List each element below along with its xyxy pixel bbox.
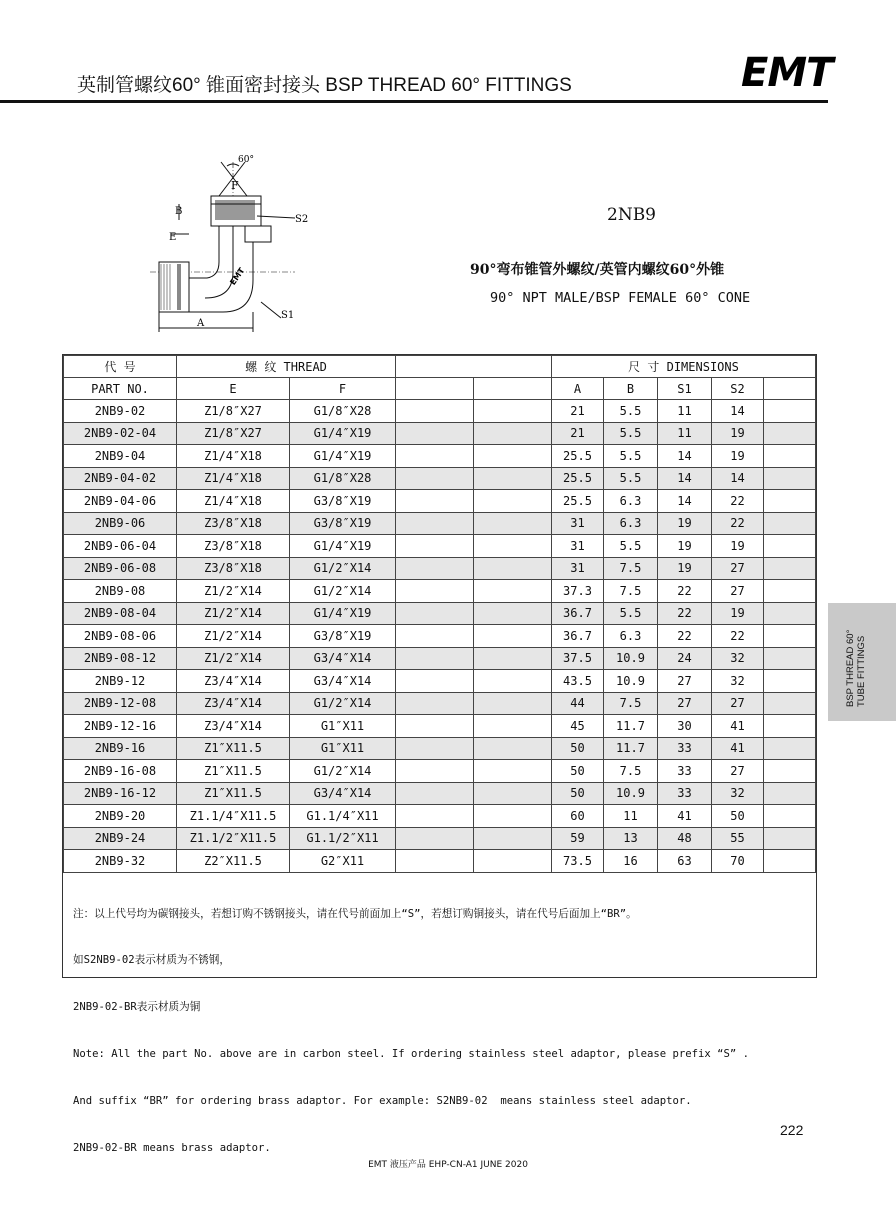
thread-f-cell: G1/2″X14	[290, 557, 396, 580]
table-row	[64, 805, 816, 828]
thread-e-cell: Z3/8″X18	[177, 512, 290, 535]
dim-s1-cell: 22	[658, 602, 712, 625]
dim-s2-cell: 27	[712, 557, 764, 580]
dim-s2-cell: 27	[712, 692, 764, 715]
dim-s1-cell: 33	[658, 760, 712, 783]
thread-e-cell: Z3/8″X18	[177, 557, 290, 580]
table-row	[64, 760, 816, 783]
empty-cell	[764, 625, 816, 648]
table-row	[64, 490, 816, 513]
thread-e-cell: Z1″X11.5	[177, 737, 290, 760]
note-line: And suffix “BR” for ordering brass adaptor. For example: S2NB9-02 means stainless steel adaptor.	[73, 1094, 692, 1107]
table-row	[64, 445, 816, 468]
dim-a-cell: 21	[552, 422, 604, 445]
part-no-cell: 2NB9-06	[64, 512, 177, 535]
dim-s2-cell: 32	[712, 670, 764, 693]
empty-cell	[474, 445, 552, 468]
drawing-label-e: E	[169, 232, 177, 243]
empty-cell	[764, 490, 816, 513]
drawing-label-a: A	[197, 318, 205, 329]
side-tab-line-1: BSP THREAD 60°	[845, 629, 856, 707]
drawing-label-b: B	[175, 206, 183, 217]
empty-cell	[764, 602, 816, 625]
thread-f-cell: G2″X11	[290, 850, 396, 873]
thread-e-cell: Z1″X11.5	[177, 782, 290, 805]
part-no-cell: 2NB9-32	[64, 850, 177, 873]
dim-b-cell: 7.5	[604, 760, 658, 783]
thread-e-cell: Z1/4″X18	[177, 445, 290, 468]
empty-cell	[764, 512, 816, 535]
dim-s2-cell: 19	[712, 445, 764, 468]
dim-b-cell: 5.5	[604, 467, 658, 490]
page-number: 222	[780, 1122, 804, 1138]
empty-cell	[396, 625, 474, 648]
table-row	[64, 715, 816, 738]
empty-cell	[474, 467, 552, 490]
header-empty	[396, 378, 474, 400]
dim-a-cell: 25.5	[552, 467, 604, 490]
dim-a-cell: 21	[552, 400, 604, 423]
dim-s2-cell: 27	[712, 580, 764, 603]
dimensions-table	[62, 354, 817, 1154]
part-no-cell: 2NB9-08	[64, 580, 177, 603]
part-no-cell: 2NB9-16-12	[64, 782, 177, 805]
thread-f-cell: G1/4″X19	[290, 422, 396, 445]
table-row	[64, 467, 816, 490]
dim-s1-cell: 22	[658, 580, 712, 603]
empty-cell	[396, 580, 474, 603]
table-row	[64, 400, 816, 423]
dim-a-cell: 37.5	[552, 647, 604, 670]
drawing-angle-label: 60°	[238, 155, 254, 165]
thread-e-cell: Z1″X11.5	[177, 760, 290, 783]
header-empty	[474, 378, 552, 400]
empty-cell	[474, 647, 552, 670]
thread-f-cell: G1/8″X28	[290, 467, 396, 490]
empty-cell	[396, 535, 474, 558]
dim-s1-cell: 41	[658, 805, 712, 828]
note-line: Note: All the part No. above are in carbon steel. If ordering stainless steel adaptor, please prefix “S” .	[73, 1048, 750, 1061]
dim-b-cell: 5.5	[604, 400, 658, 423]
empty-cell	[396, 557, 474, 580]
empty-cell	[764, 692, 816, 715]
dim-a-cell: 31	[552, 557, 604, 580]
table-header-row-2	[64, 378, 816, 400]
empty-cell	[474, 692, 552, 715]
dim-b-cell: 11.7	[604, 737, 658, 760]
empty-cell	[764, 557, 816, 580]
part-no-cell: 2NB9-12-08	[64, 692, 177, 715]
part-no-cell: 2NB9-06-08	[64, 557, 177, 580]
empty-cell	[474, 670, 552, 693]
table-row	[64, 737, 816, 760]
thread-e-cell: Z1/2″X14	[177, 625, 290, 648]
dim-s2-cell: 14	[712, 467, 764, 490]
header-thread: 螺 纹 THREAD	[177, 356, 396, 378]
dim-a-cell: 60	[552, 805, 604, 828]
thread-f-cell: G1/4″X19	[290, 535, 396, 558]
thread-e-cell: Z3/4″X14	[177, 692, 290, 715]
dim-s1-cell: 33	[658, 782, 712, 805]
dim-s1-cell: 33	[658, 737, 712, 760]
empty-cell	[764, 782, 816, 805]
header-empty	[396, 356, 552, 378]
empty-cell	[764, 647, 816, 670]
empty-cell	[396, 445, 474, 468]
dim-s1-cell: 22	[658, 625, 712, 648]
empty-cell	[396, 760, 474, 783]
part-no-cell: 2NB9-08-06	[64, 625, 177, 648]
dim-a-cell: 31	[552, 535, 604, 558]
part-no-cell: 2NB9-04-02	[64, 467, 177, 490]
dim-s2-cell: 41	[712, 737, 764, 760]
empty-cell	[396, 805, 474, 828]
empty-cell	[474, 490, 552, 513]
table-row	[64, 625, 816, 648]
empty-cell	[396, 782, 474, 805]
header-e: E	[177, 378, 290, 400]
part-no-cell: 2NB9-20	[64, 805, 177, 828]
dim-a-cell: 50	[552, 737, 604, 760]
empty-cell	[396, 467, 474, 490]
thread-e-cell: Z1/2″X14	[177, 580, 290, 603]
drawing-brand-mark: EMT	[228, 266, 247, 287]
dim-s1-cell: 27	[658, 692, 712, 715]
empty-cell	[764, 805, 816, 828]
empty-cell	[396, 850, 474, 873]
dim-s2-cell: 22	[712, 490, 764, 513]
dim-a-cell: 31	[552, 512, 604, 535]
dim-s2-cell: 32	[712, 782, 764, 805]
dim-b-cell: 7.5	[604, 557, 658, 580]
empty-cell	[474, 422, 552, 445]
dim-s2-cell: 19	[712, 535, 764, 558]
empty-cell	[396, 422, 474, 445]
dim-b-cell: 10.9	[604, 782, 658, 805]
dim-b-cell: 7.5	[604, 580, 658, 603]
empty-cell	[474, 400, 552, 423]
thread-f-cell: G1″X11	[290, 737, 396, 760]
dim-s2-cell: 55	[712, 827, 764, 850]
dim-b-cell: 5.5	[604, 535, 658, 558]
header-part-no: PART NO.	[64, 378, 177, 400]
page-header-title: 英制管螺纹60° 锥面密封接头 BSP THREAD 60° FITTINGS	[77, 75, 572, 96]
table-row	[64, 602, 816, 625]
dim-s2-cell: 19	[712, 602, 764, 625]
thread-f-cell: G1/2″X14	[290, 580, 396, 603]
dim-b-cell: 5.5	[604, 445, 658, 468]
product-description-cn: 90°弯布锥管外螺纹/英管内螺纹60°外锥	[470, 262, 725, 278]
thread-e-cell: Z1/2″X14	[177, 602, 290, 625]
table-row	[64, 557, 816, 580]
thread-e-cell: Z1/8″X27	[177, 400, 290, 423]
thread-f-cell: G3/8″X19	[290, 490, 396, 513]
empty-cell	[474, 827, 552, 850]
dim-s1-cell: 11	[658, 400, 712, 423]
empty-cell	[764, 535, 816, 558]
part-no-cell: 2NB9-02	[64, 400, 177, 423]
table-row	[64, 535, 816, 558]
empty-cell	[474, 715, 552, 738]
dim-a-cell: 25.5	[552, 445, 604, 468]
dim-a-cell: 44	[552, 692, 604, 715]
table-row	[64, 692, 816, 715]
dim-b-cell: 7.5	[604, 692, 658, 715]
thread-e-cell: Z2″X11.5	[177, 850, 290, 873]
note-line: 2NB9-02-BR表示材质为铜	[73, 1001, 201, 1014]
table-row	[64, 422, 816, 445]
thread-f-cell: G3/4″X14	[290, 782, 396, 805]
dim-a-cell: 36.7	[552, 602, 604, 625]
dim-s1-cell: 19	[658, 512, 712, 535]
thread-f-cell: G1/4″X19	[290, 445, 396, 468]
dim-s2-cell: 22	[712, 625, 764, 648]
dim-b-cell: 5.5	[604, 602, 658, 625]
drawing-label-s1: S1	[281, 310, 295, 321]
thread-f-cell: G1/2″X14	[290, 760, 396, 783]
thread-e-cell: Z1/4″X18	[177, 467, 290, 490]
header-s2: S2	[712, 378, 764, 400]
header-b: B	[604, 378, 658, 400]
thread-f-cell: G3/4″X14	[290, 670, 396, 693]
empty-cell	[764, 760, 816, 783]
dim-s2-cell: 19	[712, 422, 764, 445]
thread-f-cell: G3/8″X19	[290, 512, 396, 535]
empty-cell	[764, 850, 816, 873]
dim-s2-cell: 50	[712, 805, 764, 828]
empty-cell	[474, 850, 552, 873]
empty-cell	[474, 805, 552, 828]
dim-a-cell: 59	[552, 827, 604, 850]
empty-cell	[396, 602, 474, 625]
dim-b-cell: 5.5	[604, 422, 658, 445]
note-line: 如S2NB9-02表示材质为不锈钢，	[73, 954, 230, 967]
dim-s1-cell: 14	[658, 467, 712, 490]
table-row	[64, 580, 816, 603]
empty-cell	[396, 827, 474, 850]
product-code: 2NB9	[607, 205, 656, 225]
brand-logo: EMT	[741, 50, 833, 96]
table-row	[64, 782, 816, 805]
empty-cell	[764, 827, 816, 850]
dim-s1-cell: 11	[658, 422, 712, 445]
part-no-cell: 2NB9-12-16	[64, 715, 177, 738]
part-no-cell: 2NB9-24	[64, 827, 177, 850]
empty-cell	[474, 512, 552, 535]
empty-cell	[396, 400, 474, 423]
header-dimensions: 尺 寸 DIMENSIONS	[552, 356, 816, 378]
dim-a-cell: 36.7	[552, 625, 604, 648]
header-f: F	[290, 378, 396, 400]
thread-f-cell: G1/2″X14	[290, 692, 396, 715]
dim-s1-cell: 14	[658, 490, 712, 513]
thread-e-cell: Z1/8″X27	[177, 422, 290, 445]
dim-a-cell: 73.5	[552, 850, 604, 873]
page-footer: EMT 液压产品 EHP-CN-A1 JUNE 2020	[368, 1160, 528, 1170]
thread-e-cell: Z1.1/2″X11.5	[177, 827, 290, 850]
thread-e-cell: Z3/4″X14	[177, 715, 290, 738]
note-line: 2NB9-02-BR means brass adaptor.	[73, 1141, 271, 1154]
empty-cell	[764, 467, 816, 490]
dim-b-cell: 6.3	[604, 490, 658, 513]
empty-cell	[764, 580, 816, 603]
side-tab-line-2: TUBE FITTINGS	[856, 635, 867, 707]
empty-cell	[474, 625, 552, 648]
table-row	[64, 512, 816, 535]
drawing-label-s2: S2	[295, 214, 309, 225]
dim-s1-cell: 63	[658, 850, 712, 873]
table-row	[64, 827, 816, 850]
dim-b-cell: 10.9	[604, 670, 658, 693]
dim-a-cell: 25.5	[552, 490, 604, 513]
part-no-cell: 2NB9-04-06	[64, 490, 177, 513]
dim-s1-cell: 27	[658, 670, 712, 693]
header-divider	[0, 100, 828, 103]
empty-cell	[764, 670, 816, 693]
dim-a-cell: 50	[552, 782, 604, 805]
empty-cell	[764, 445, 816, 468]
part-no-cell: 2NB9-16	[64, 737, 177, 760]
notes-block	[63, 873, 816, 1188]
dim-b-cell: 10.9	[604, 647, 658, 670]
thread-e-cell: Z1.1/4″X11.5	[177, 805, 290, 828]
dim-s1-cell: 24	[658, 647, 712, 670]
dim-s2-cell: 14	[712, 400, 764, 423]
dim-a-cell: 37.3	[552, 580, 604, 603]
thread-f-cell: G3/4″X14	[290, 647, 396, 670]
empty-cell	[396, 490, 474, 513]
empty-cell	[764, 400, 816, 423]
part-no-cell: 2NB9-12	[64, 670, 177, 693]
dim-s2-cell: 32	[712, 647, 764, 670]
table-row	[64, 647, 816, 670]
thread-f-cell: G3/8″X19	[290, 625, 396, 648]
dim-s2-cell: 70	[712, 850, 764, 873]
dim-b-cell: 13	[604, 827, 658, 850]
table-row	[64, 850, 816, 873]
dim-b-cell: 16	[604, 850, 658, 873]
part-no-cell: 2NB9-08-04	[64, 602, 177, 625]
dim-a-cell: 45	[552, 715, 604, 738]
dim-b-cell: 6.3	[604, 512, 658, 535]
header-code: 代 号	[64, 356, 177, 378]
dim-s1-cell: 30	[658, 715, 712, 738]
empty-cell	[474, 535, 552, 558]
header-a: A	[552, 378, 604, 400]
empty-cell	[764, 422, 816, 445]
empty-cell	[396, 670, 474, 693]
dim-s2-cell: 41	[712, 715, 764, 738]
part-no-cell: 2NB9-08-12	[64, 647, 177, 670]
empty-cell	[764, 737, 816, 760]
dim-s1-cell: 19	[658, 557, 712, 580]
dim-a-cell: 43.5	[552, 670, 604, 693]
empty-cell	[764, 715, 816, 738]
thread-e-cell: Z3/8″X18	[177, 535, 290, 558]
dim-s1-cell: 19	[658, 535, 712, 558]
section-side-tab	[828, 603, 896, 721]
thread-e-cell: Z1/4″X18	[177, 490, 290, 513]
thread-f-cell: G1.1/4″X11	[290, 805, 396, 828]
thread-e-cell: Z1/2″X14	[177, 647, 290, 670]
dim-s2-cell: 27	[712, 760, 764, 783]
header-empty	[764, 378, 816, 400]
part-no-cell: 2NB9-16-08	[64, 760, 177, 783]
empty-cell	[474, 737, 552, 760]
dim-b-cell: 11.7	[604, 715, 658, 738]
empty-cell	[474, 602, 552, 625]
note-line: 注：以上代号均为碳钢接头，若想订购不锈钢接头，请在代号前面加上“S”，若想订购铜接头，请在代号后面加上“BR”。	[73, 907, 637, 920]
thread-e-cell: Z3/4″X14	[177, 670, 290, 693]
table-header-row-1	[64, 356, 816, 378]
empty-cell	[474, 782, 552, 805]
empty-cell	[396, 737, 474, 760]
empty-cell	[396, 647, 474, 670]
table-row	[64, 670, 816, 693]
thread-f-cell: G1.1/2″X11	[290, 827, 396, 850]
part-no-cell: 2NB9-06-04	[64, 535, 177, 558]
part-no-cell: 2NB9-02-04	[64, 422, 177, 445]
dim-b-cell: 6.3	[604, 625, 658, 648]
empty-cell	[396, 692, 474, 715]
empty-cell	[396, 715, 474, 738]
empty-cell	[474, 557, 552, 580]
thread-f-cell: G1/8″X28	[290, 400, 396, 423]
header-s1: S1	[658, 378, 712, 400]
product-description-en: 90° NPT MALE/BSP FEMALE 60° CONE	[490, 290, 751, 306]
empty-cell	[474, 580, 552, 603]
thread-f-cell: G1″X11	[290, 715, 396, 738]
dim-b-cell: 11	[604, 805, 658, 828]
part-no-cell: 2NB9-04	[64, 445, 177, 468]
empty-cell	[396, 512, 474, 535]
drawing-label-f: F	[231, 179, 239, 192]
dim-s2-cell: 22	[712, 512, 764, 535]
empty-cell	[474, 760, 552, 783]
dim-a-cell: 50	[552, 760, 604, 783]
dim-s1-cell: 14	[658, 445, 712, 468]
fitting-drawing	[145, 152, 315, 337]
dim-s1-cell: 48	[658, 827, 712, 850]
thread-f-cell: G1/4″X19	[290, 602, 396, 625]
